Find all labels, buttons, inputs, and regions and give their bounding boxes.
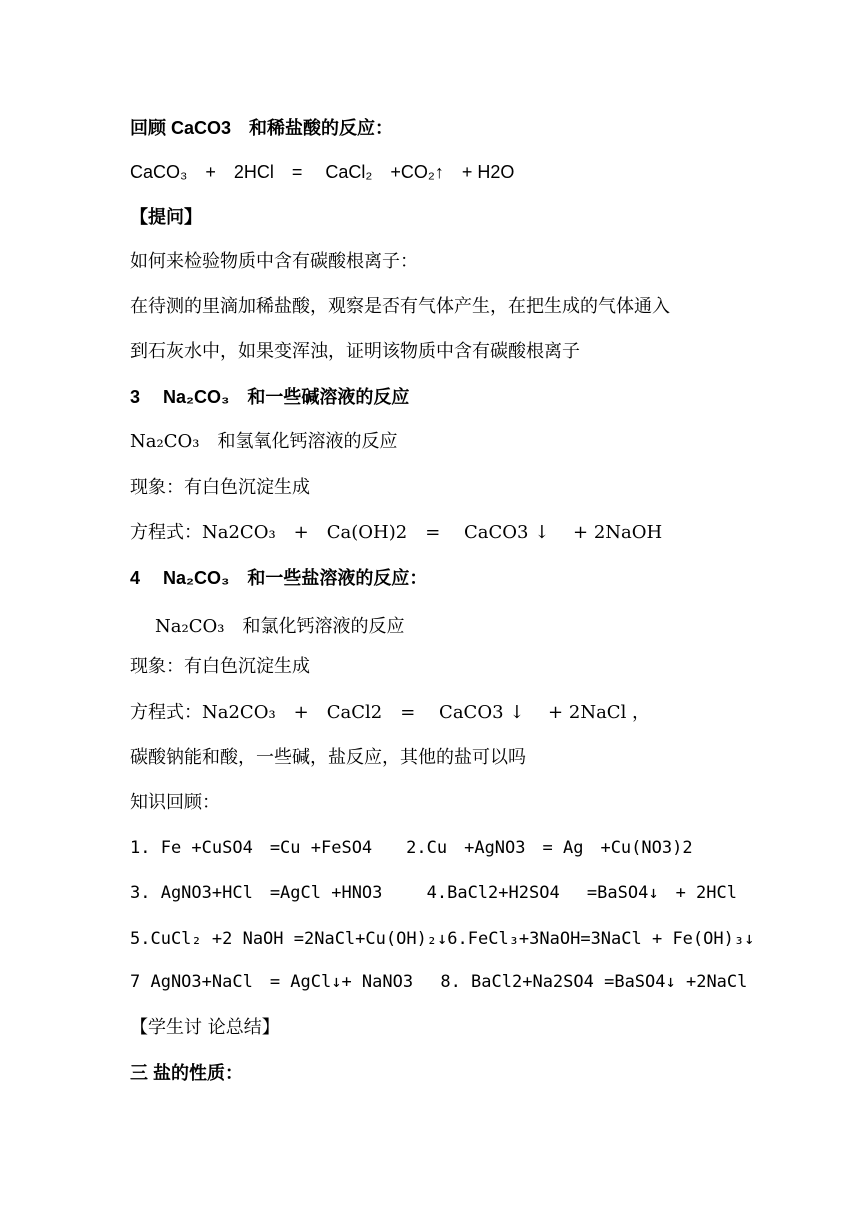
equation-row-5-6: 5.CuCl₂ +2 NaOH =2NaCl+Cu(OH)₂↓6.FeCl₃+3NaOH=3NaCl + Fe(OH)₃↓ (130, 929, 755, 949)
heading-student-discussion: 【学生讨 论总结】 (130, 1017, 280, 1038)
text-other-salts-question: 碳酸钠能和酸，一些碱，盐反应，其他的盐可以吗 (130, 747, 526, 768)
equation-na2co3-cacl2: 方程式：Na2CO₃ + CaCl2 = CaCO3 ↓ + 2NaCl ， (130, 702, 651, 723)
text-carbonate-test-method-1: 在待测的里滴加稀盐酸，观察是否有气体产生，在把生成的气体通入 (130, 296, 670, 317)
text-na2co3-caoh2-reaction: Na₂CO₃ 和氢氧化钙溶液的反应 (130, 431, 398, 452)
text-carbonate-test-question: 如何来检验物质中含有碳酸根离子： (130, 251, 418, 272)
equation-row-3-4: 3. AgNO3+HCl =AgCl +HNO3 4.BaCl2+H2SO4 =BaSO4↓ + 2HCl (130, 883, 737, 903)
heading-caco3-hcl-review: 回顾 CaCO3 和稀盐酸的反应： (130, 118, 394, 138)
heading-section-3: 3 Na₂CO₃ 和一些碱溶液的反应 (130, 387, 410, 407)
heading-question: 【提问】 (130, 207, 202, 227)
text-phenomenon-1: 现象：有白色沉淀生成 (130, 477, 310, 498)
equation-row-7-8: 7 AgNO3+NaCl = AgCl↓+ NaNO3 8. BaCl2+Na2SO4 =BaSO4↓ +2NaCl (130, 972, 748, 992)
text-carbonate-test-method-2: 到石灰水中，如果变浑浊，证明该物质中含有碳酸根离子 (130, 341, 580, 362)
equation-na2co3-caoh2: 方程式：Na2CO₃ + Ca(OH)2 = CaCO3 ↓ + 2NaOH (130, 522, 663, 543)
text-phenomenon-2: 现象：有白色沉淀生成 (130, 656, 310, 677)
heading-salt-properties: 三 盐的性质： (130, 1063, 244, 1083)
heading-knowledge-review: 知识回顾： (130, 792, 220, 813)
heading-section-4: 4 Na₂CO₃ 和一些盐溶液的反应： (130, 568, 428, 588)
equation-caco3-hcl: CaCO₃ + 2HCl = CaCl₂ +CO₂↑ + H2O (130, 162, 515, 182)
equation-row-1-2: 1. Fe +CuSO4 =Cu +FeSO4 2.Cu +AgNO3 = Ag +Cu(NO3)2 (130, 838, 693, 858)
text-na2co3-cacl2-reaction: Na₂CO₃ 和氯化钙溶液的反应 (155, 616, 405, 637)
